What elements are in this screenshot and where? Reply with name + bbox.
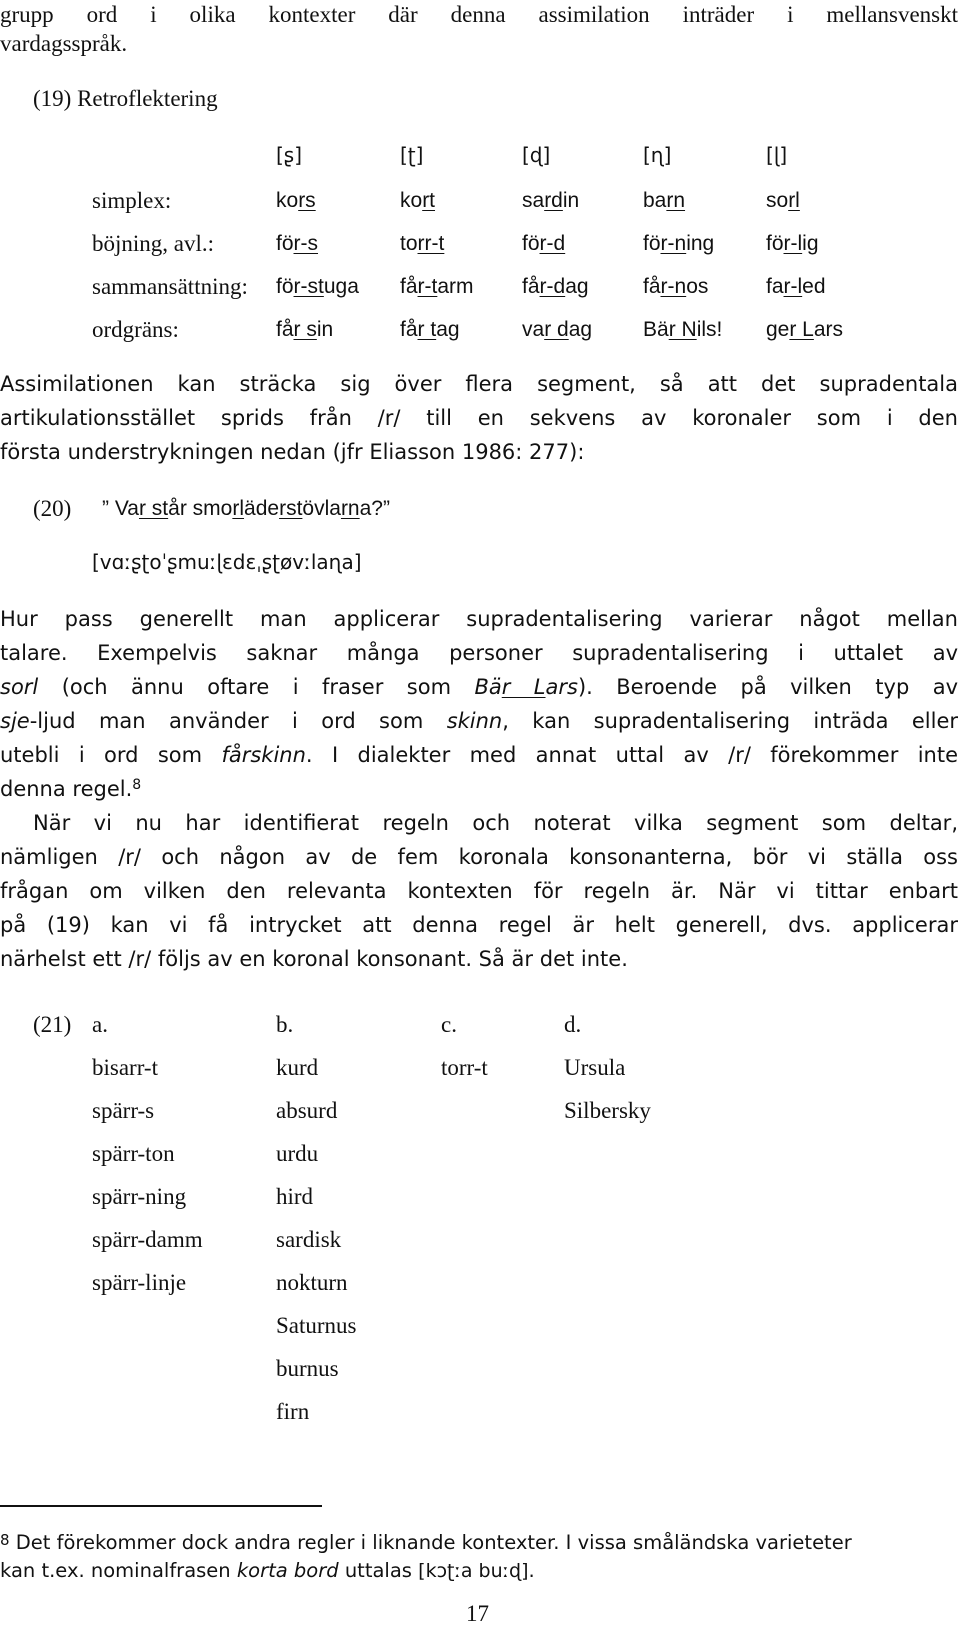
list-item: spärr-ton (92, 1141, 175, 1166)
underlined-segment: rs (298, 189, 316, 212)
para3-line-5: närhelst ett /r/ följs av en koronal konsonant. Så är det inte. (0, 947, 628, 971)
para3-line-3: frågan om vilken den relevanta kontexten för regeln är. När vi tittar enbart (0, 879, 958, 903)
word-segment: fö (766, 232, 784, 255)
example-word (400, 273, 474, 301)
footnote-line-1: $^8$ Det förekommer dock andra regler i liknande kontexter. I vissa småländska varieteter (0, 1531, 852, 1554)
example-word (400, 316, 460, 344)
word-segment: ba (643, 189, 667, 212)
sentence-segment: övla (302, 497, 341, 520)
example-word (522, 273, 589, 301)
underlined-segment: rl (788, 189, 800, 212)
word-segment: ko (276, 189, 299, 212)
underlined-segment: r t (417, 318, 437, 341)
word-segment: få (400, 275, 418, 298)
row-label: ordgräns: (92, 317, 179, 342)
example-word (400, 230, 444, 258)
example-word (643, 316, 722, 344)
underlined-segment: r-t (417, 275, 438, 298)
para2-line-4: sje-ljud man använder i ord som skinn, kan supradentalisering inträda eller (0, 709, 959, 733)
underlined-segment: r-s (293, 232, 319, 255)
para1-line-2: artikulationsstället sprids från /r/ till en sekvens av koronaler som i den (0, 406, 958, 430)
sentence-segment: äde (244, 497, 280, 520)
intro-line-2: vardagsspråk. (0, 31, 128, 56)
word-segment: ag (568, 318, 593, 341)
underlined-segment: r L (789, 318, 814, 341)
list-item: spärr-linje (92, 1270, 187, 1295)
list-item: bisarr-t (92, 1055, 158, 1080)
para2-line-2: talare. Exempelvis saknar många personer supradentalisering i uttalet av (0, 641, 958, 665)
word-segment: fö (276, 275, 294, 298)
example-word (522, 316, 592, 344)
para3-line-2: nämligen /r/ och någon av de fem koronala konsonanterna, bör vi ställa oss (0, 845, 958, 869)
word-segment: fö (643, 232, 661, 255)
para2-line-3: sorl (och ännu oftare i fraser som Bär Lars). Beroende på vilken typ av (0, 675, 959, 699)
list-item: urdu (276, 1141, 319, 1166)
list-item: sardisk (276, 1227, 342, 1252)
example-word (643, 187, 685, 215)
para3-line-1: När vi nu har identifierat regeln och noterat vilka segment som deltar, (33, 811, 958, 835)
underlined-segment: r-st (293, 275, 324, 298)
example-word (766, 230, 819, 258)
sentence-segment: r st (138, 497, 169, 520)
word-segment: in (562, 189, 580, 212)
example-20-sentence (102, 495, 390, 523)
word-segment: Bä (643, 318, 669, 341)
word-segment: ko (400, 189, 423, 212)
list-item: burnus (276, 1356, 339, 1381)
example-21-number: (21) (33, 1012, 72, 1037)
footnote-line-2: kan t.ex. nominalfrasen korta bord uttalas [kɔʈːa buːɖ]. (0, 1559, 535, 1582)
sentence-segment: rst (279, 497, 303, 520)
word-segment: ag (436, 318, 460, 341)
word-segment: so (766, 189, 789, 212)
example-word (766, 316, 843, 344)
ipa-header: [ʈ] (400, 143, 424, 167)
word-segment: in (316, 318, 334, 341)
underlined-segment: r d (544, 318, 569, 341)
list-item: hird (276, 1184, 314, 1209)
underlined-segment: r s (293, 318, 317, 341)
sentence-segment: rn (340, 497, 360, 520)
example-word (522, 230, 565, 258)
list-item: Silbersky (564, 1098, 651, 1123)
word-segment: ing (686, 232, 715, 255)
para2-line-5: utebli i ord som fårskinn. I dialekter med annat uttal av /r/ förekommer inte (0, 743, 959, 767)
sentence-segment: Va (114, 497, 139, 520)
list-item: nokturn (276, 1270, 348, 1295)
word-segment: ag (565, 275, 589, 298)
example-word (522, 187, 579, 215)
word-segment: ils! (696, 318, 723, 341)
word-segment: arm (437, 275, 474, 298)
ipa-header: [ɳ] (643, 143, 672, 167)
page-number: 17 (466, 1601, 489, 1626)
underlined-segment: r-d (539, 232, 566, 255)
word-segment: ig (802, 232, 819, 255)
column-head: b. (276, 1012, 294, 1037)
word-segment: os (686, 275, 709, 298)
underlined-segment: r-n (660, 275, 687, 298)
ipa-header: [ɖ] (522, 143, 551, 167)
list-item: kurd (276, 1055, 319, 1080)
word-segment: ed (802, 275, 826, 298)
list-item: torr-t (441, 1055, 488, 1080)
word-segment: sa (522, 189, 545, 212)
para3-line-4: på (19) kan vi få intrycket att denna regel är helt generell, dvs. applicerar (0, 913, 958, 937)
row-label: sammansättning: (92, 274, 248, 299)
example-word (643, 273, 708, 301)
sentence-segment: smo (192, 497, 233, 520)
sentence-segment: a? (359, 497, 383, 520)
underlined-segment: r-l (783, 232, 803, 255)
word-segment: va (522, 318, 545, 341)
word-segment: ge (766, 318, 790, 341)
example-word (643, 230, 714, 258)
word-segment: fa (766, 275, 784, 298)
underlined-segment: r-l (783, 275, 803, 298)
underlined-segment: r N (668, 318, 697, 341)
list-item: firn (276, 1399, 310, 1424)
underlined-segment: r-n (660, 232, 687, 255)
underlined-segment: rr-t (417, 232, 445, 255)
footnote-rule (0, 1505, 322, 1507)
open-quote: ” (102, 497, 109, 520)
column-head: d. (564, 1012, 582, 1037)
list-item: Saturnus (276, 1313, 357, 1338)
word-segment: fö (522, 232, 540, 255)
list-item: spärr-ning (92, 1184, 187, 1209)
intro-line-1: grupp ord i olika kontexter där denna assimilation inträder i mellansvenskt (0, 2, 958, 27)
word-segment: få (400, 318, 418, 341)
example-word (276, 316, 333, 344)
underlined-segment: rd (544, 189, 563, 212)
row-label: böjning, avl.: (92, 231, 215, 256)
word-segment: fö (276, 232, 294, 255)
example-19-label: (19) Retroflektering (33, 86, 218, 111)
list-item: spärr-damm (92, 1227, 203, 1252)
underlined-segment: r-d (539, 275, 566, 298)
word-segment: få (522, 275, 540, 298)
example-word (766, 187, 800, 215)
ipa-header: [ʂ] (276, 143, 303, 167)
word-segment: få (643, 275, 661, 298)
para1-line-1: Assimilationen kan sträcka sig över flera segment, så att det supradentala (0, 372, 958, 396)
close-quote: ” (382, 497, 390, 520)
example-word (766, 273, 826, 301)
row-label: simplex: (92, 188, 172, 213)
list-item: Ursula (564, 1055, 626, 1080)
ipa-header: [ɭ] (766, 143, 788, 167)
column-head: a. (92, 1012, 108, 1037)
word-segment: to (400, 232, 418, 255)
para2-line-1: Hur pass generellt man applicerar supradentalisering varierar något mellan (0, 607, 958, 631)
example-word (276, 230, 318, 258)
sentence-segment: rl (232, 497, 245, 520)
column-head: c. (441, 1012, 457, 1037)
example-word (276, 273, 359, 301)
example-20-number: (20) (33, 496, 72, 521)
sentence-segment: år (168, 497, 193, 520)
word-segment: uga (323, 275, 359, 298)
underlined-segment: rn (666, 189, 686, 212)
para2-line-6: denna regel.$^8$ (0, 777, 142, 801)
underlined-segment: rt (422, 189, 436, 212)
list-item: spärr-s (92, 1098, 155, 1123)
example-word (400, 187, 435, 215)
para1-line-3: första understrykningen nedan (jfr Eliasson 1986: 277): (0, 440, 585, 464)
word-segment: få (276, 318, 294, 341)
footnote-ref[interactable]: 8 (132, 777, 142, 793)
example-20-transcription: [vɑːʂʈoˈʂmuːɭɛdɛˌʂʈøvːlaɳa] (92, 550, 362, 574)
list-item: absurd (276, 1098, 338, 1123)
example-word (276, 187, 316, 215)
word-segment: ars (813, 318, 844, 341)
